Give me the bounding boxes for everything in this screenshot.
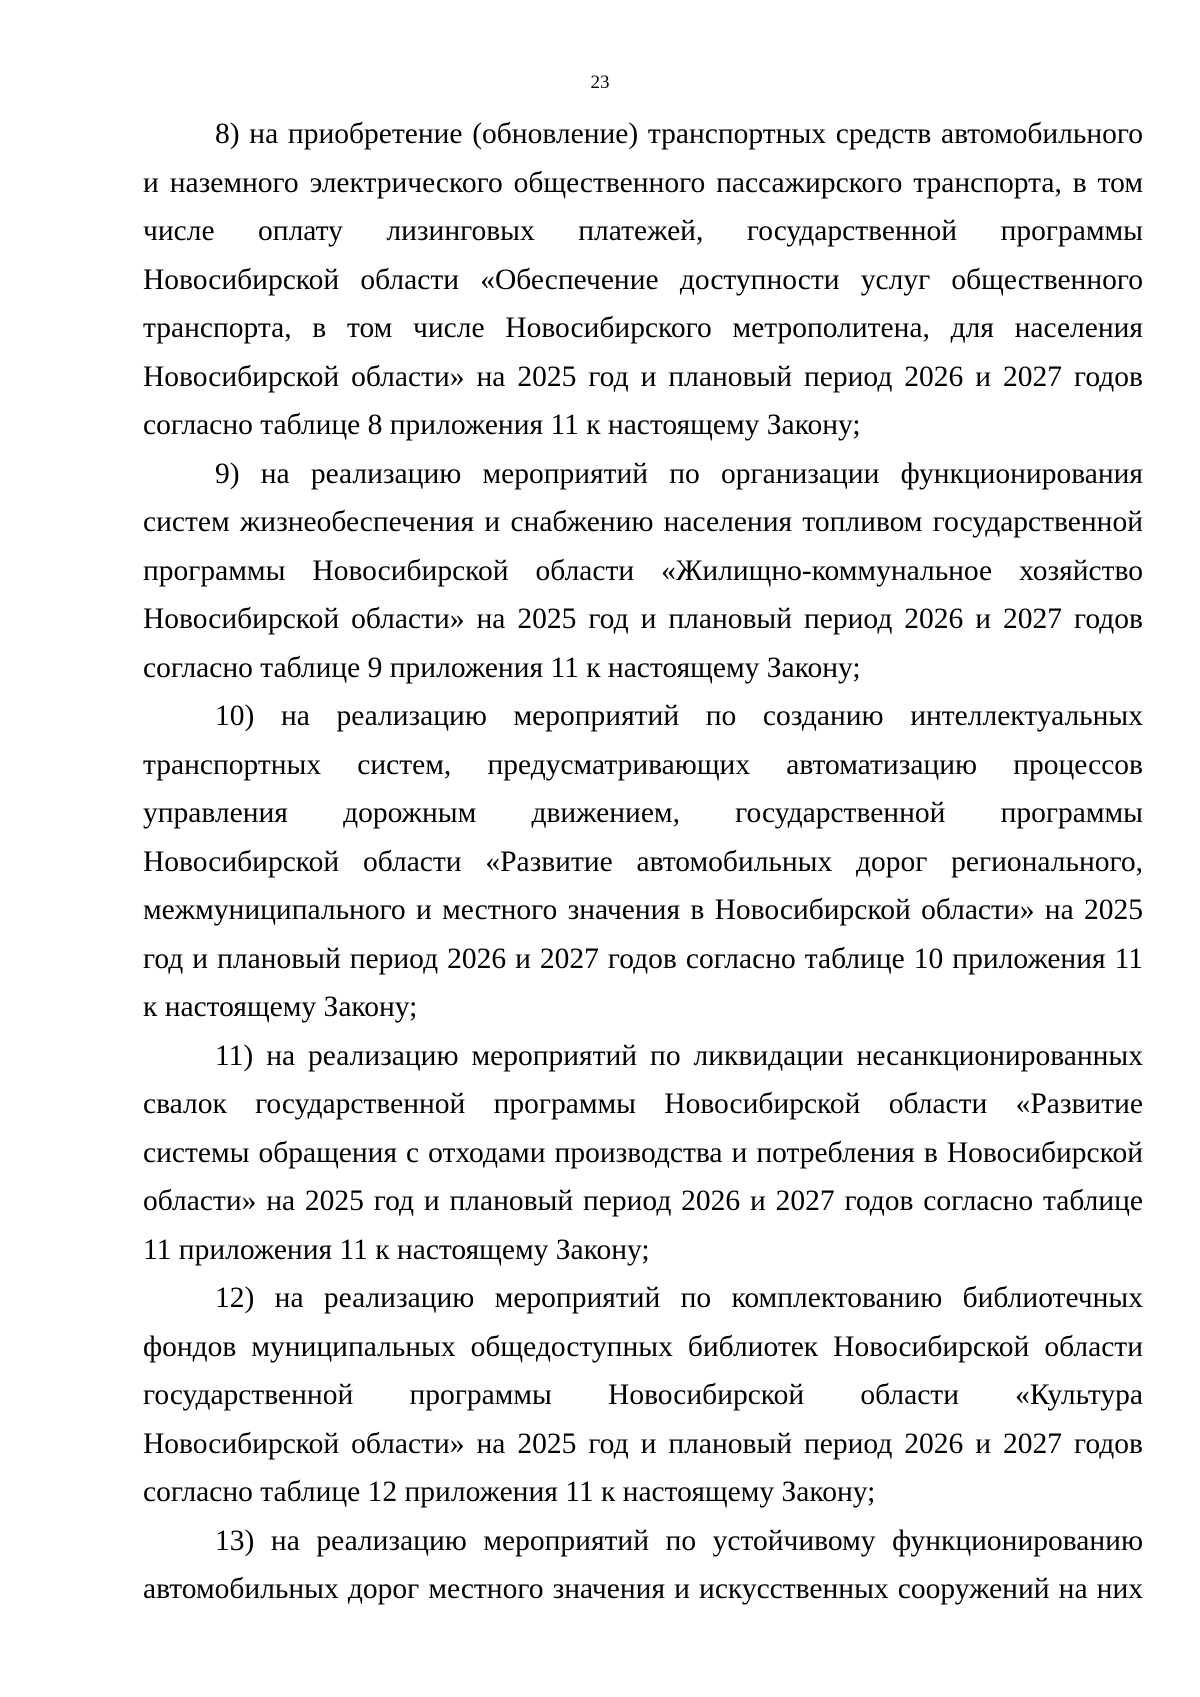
paragraph-item-13: 13) на реализацию мероприятий по устойчивому функционированию автомобильных дорог местного значения и искусственных сооружений на них (143, 1524, 1143, 1605)
paragraph-item-10: 10) на реализацию мероприятий по созданию интеллектуальных транспортных систем, предусматривающих автоматизацию процессов управления дорожным движением, государственной программы Новосибирской области «Развитие автомобильных дорог регионального, межмуниципального и местного значения в Новосибирской области» на 2025 год и плановый период 2026 и 2027 годов согласно таблице 10 приложения 11 к настоящему Закону; (143, 700, 1143, 1023)
paragraph-item-9: 9) на реализацию мероприятий по организации функционирования систем жизнеобеспечения и снабжению населения топливом государственной программы Новосибирской области «Жилищно-коммунальное хозяйство Новосибирской области» на 2025 год и плановый период 2026 и 2027 годов согласно таблице 9 приложения 11 к настоящему Закону; (143, 457, 1143, 684)
paragraph-item-11: 11) на реализацию мероприятий по ликвидации несанкционированных свалок государственной программы Новосибирской области «Развитие системы обращения с отходами производства и потребления в Новосибирской области» на 2025 год и плановый период 2026 и 2027 годов согласно таблице 11 приложения 11 к настоящему Закону; (143, 1039, 1143, 1266)
paragraph-item-8: 8) на приобретение (обновление) транспортных средств автомобильного и наземного электрического общественного пассажирского транспорта, в том числе оплату лизинговых платежей, государственной программы Новосибирской области «Обеспечение доступности услуг общественного транспорта, в том числе Новосибирского метрополитена, для населения Новосибирской области» на 2025 год и плановый период 2026 и 2027 годов согласно таблице 8 приложения 11 к настоящему Закону; (143, 118, 1143, 441)
paragraph-item-12: 12) на реализацию мероприятий по комплектованию библиотечных фондов муниципальных общедоступных библиотек Новосибирской области государственной программы Новосибирской области «Культура Новосибирской области» на 2025 год и плановый период 2026 и 2027 годов согласно таблице 12 приложения 11 к настоящему Закону; (143, 1282, 1143, 1508)
document-body (143, 110, 1143, 1614)
page-number: 23 (590, 72, 610, 93)
